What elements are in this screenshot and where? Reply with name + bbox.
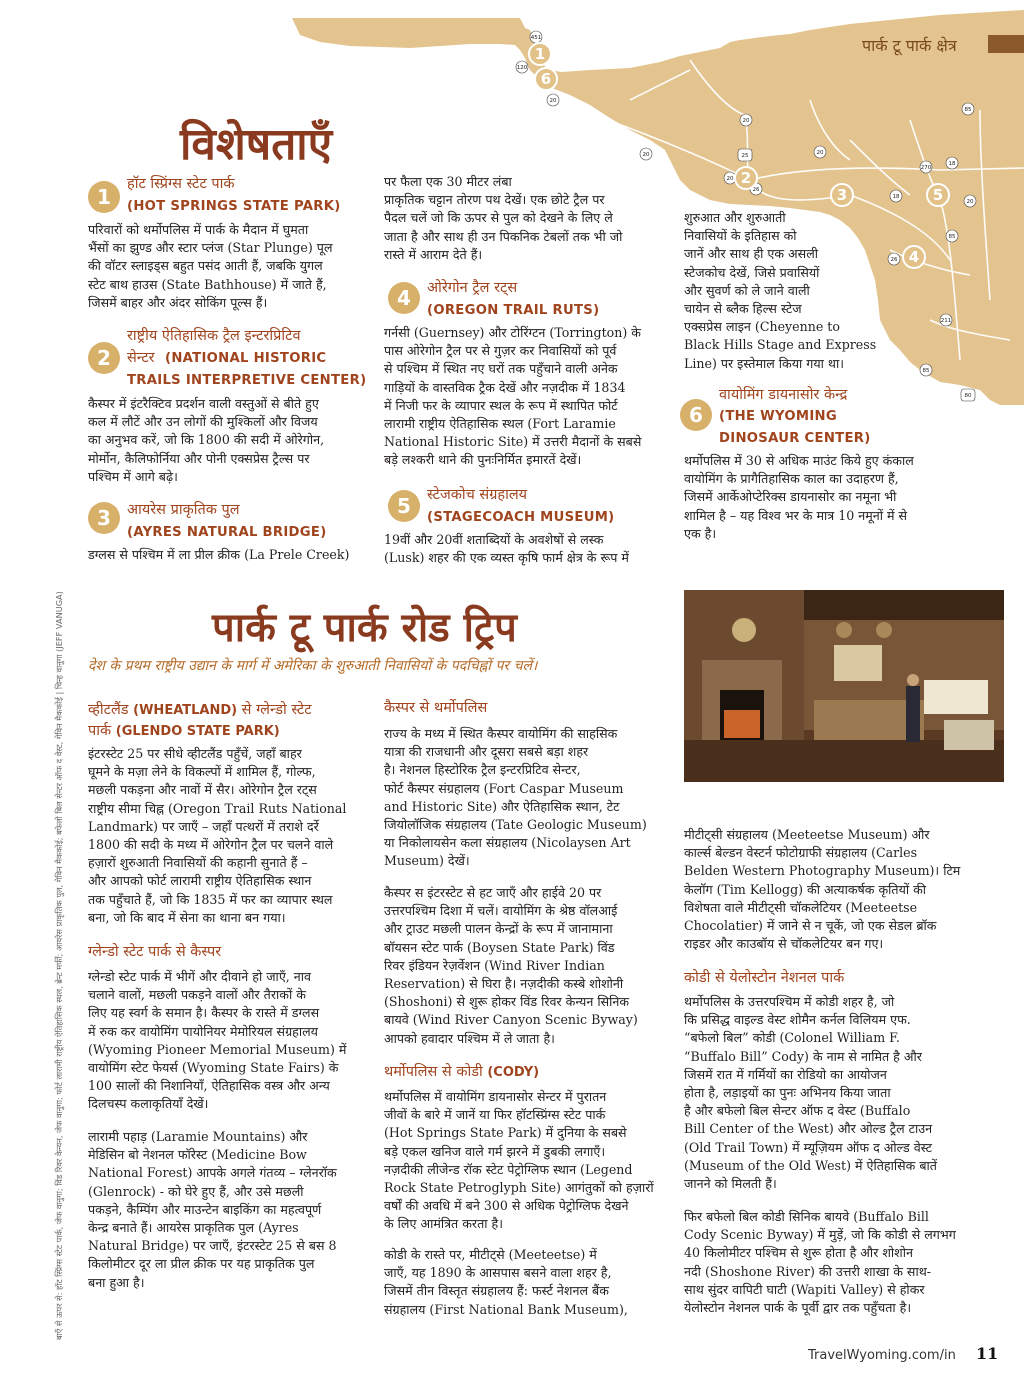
svg-text:80: 80 xyxy=(964,393,972,399)
svg-text:20: 20 xyxy=(549,98,557,104)
feature-4-badge: 4 xyxy=(388,282,420,314)
museum-photo-graphic xyxy=(684,590,1004,782)
sec4-text-c: मीटीट्सी संग्रहालय (Meeteetse Museum) और कार्ल्स बेल्डन वेस्टर्न फोटोग्राफी संग्रहालय (Carles Belden Western Photography Museum)। टिम केलॉग (Tim Kellogg) की अत्याकर्षक कृतियों की विशेषता वाले मीटीट्सी चॉकलेटियर (Meeteetse Chocolatier) में जाने से न चूकें, जो एक सेडल ब्रॉक राइडर और काउबॉय से चॉकलेटियर बन गए। xyxy=(684,827,961,952)
road-trip-title: पार्क टू पार्क रोड ट्रिप xyxy=(212,604,517,651)
feature-6-title-hi: वायोमिंग डायनासोर केन्द्र xyxy=(719,387,848,403)
feature-1-badge: 1 xyxy=(88,181,120,213)
features-title: विशेषताएँ xyxy=(180,119,333,170)
svg-text:20: 20 xyxy=(966,199,974,205)
feature-6-badge: 6 xyxy=(680,399,712,431)
feature-2-title-en-1: (NATIONAL HISTORIC xyxy=(165,351,327,366)
feature-6-title-en-1: (THE WYOMING xyxy=(719,409,837,424)
svg-text:85: 85 xyxy=(922,368,930,374)
feature-3-text: डग्लस से पश्चिम में ला प्रील क्रीक (La Prele Creek) xyxy=(88,547,350,562)
footer-url[interactable]: TravelWyoming.com/in xyxy=(808,1348,956,1363)
feature-4-title-hi: ओरेगोन ट्रैल रट्स xyxy=(427,280,518,296)
svg-text:2: 2 xyxy=(740,169,752,187)
photo-credit: बाएँ से ऊपर से: हॉट स्प्रिंग्स स्टेट पार्क, जेफ वानुगा; विंड रिवर केन्यन, जेफ वानुगा; फोर्ट लारामी राष्ट्रीय ऐतिहासिक स्थल, ब्रेन्ट मर्फी; आयरेस प्राकृतिक पुल, गेविन मैककोई; बफेलो बिल सेन्टर ऑफ द वेस्ट, गेविन मैककोई | चिन्ह वानुगा (JEFF VANUGA) xyxy=(54,591,64,1340)
feature-6-text: थर्मोपलिस में 30 से अधिक माउंट किये हुए कंकाल वायोमिंग के प्रागैतिहासिक काल का उदाहरण हैं, जिसमें आर्केओप्टेरिक्स डायनासोर का नमूना भी शामिल है – यह विश्व भर के मात्र 10 नमूनों में से एक है। xyxy=(684,453,914,541)
sec1-heading: व्हीटलैंड (WHEATLAND) से ग्लेन्डो स्टेट पार्क (GLENDO STATE PARK) xyxy=(88,702,312,739)
feature-1-text: परिवारों को थर्मोपलिस में पार्क के मैदान में घुमता भैंसों का झुण्ड और स्टार प्लंज (Star Plunge) पूल की वॉटर स्लाइड्स बहुत पसंद आती हैं, जबकि युगल स्टेट बाथ हाउस (State Bathhouse) में जाते हैं, जिसमें बाहर और अंदर सोकिंग पूल्स हैं। xyxy=(88,222,333,310)
svg-text:120: 120 xyxy=(516,65,528,71)
sec1-text: इंटरस्टेट 25 पर सीधे व्हीटलैंड पहुँचें, जहाँ बाहर घूमने के मज़ा लेने के विकल्पों में शामिल हैं, गोल्फ, मछली पकड़ना और नावों में सैर। ओरेगोन ट्रैल रट्स राष्ट्रीय सीमा चिह्न (Oregon Trail Ruts National Landmark) पर जाएँ – जहाँ पत्थरों में तराशे दर्रे 1800 की सदी के मध्य में ओरेगोन ट्रैल पर चलने वाले हज़ारों शुरुआती निवासियों की कहानी सुनाते हैं – और आपको फोर्ट लारामी राष्ट्रीय ऐतिहासिक स्थान तक पहुँचाते हैं, जो कि 1835 में फर का व्यापार स्थल बना, जो कि बाद में सेना का थाना बन गया। xyxy=(88,746,347,925)
svg-text:4: 4 xyxy=(908,248,920,266)
feature-3-title-hi: आयरेस प्राकृतिक पुल xyxy=(127,502,240,518)
svg-text:211: 211 xyxy=(940,318,952,324)
feature-4-text: गर्नसी (Guernsey) और टोरिंग्टन (Torrington) के पास ओरेगोन ट्रैल पर से गुज़र कर निवासियों को पूर्व से पश्चिम में स्थित नए घरों तक पहुँचाने वाली अनेक गाड़ियों के वास्तविक ट्रैक देखें और नज़दीक में 1834 में निजी फर के व्यापार स्थल के रूप में स्थापित फोर्ट लारामी राष्ट्रीय ऐतिहासिक स्थल (Fort Laramie National Historic Site) में उत्तरी मैदानों के सबसे बड़े लश्करी थाने की पुनःनिर्मित इमारतें देखें। xyxy=(384,325,642,468)
svg-text:18: 18 xyxy=(948,161,956,167)
sec2-text-b: लारामी पहाड़ (Laramie Mountains) और मेडिसिन बो नेशनल फॉरेस्ट (Medicine Bow National Forest) आपके अगले गंतव्य – ग्लेनरॉक (Glenrock) - को घेरे हुए हैं, और उसे मछली पकड़ने, कैम्पिंग और माउन्टेन बाइकिंग का महत्वपूर्ण केन्द्र बनाते हैं। आयरेस प्राकृतिक पुल (Ayres Natural Bridge) पर जाएँ, इंटरस्टेट 25 से बस 8 किलोमीटर दूर ला प्रील क्रीक पर यह प्राकृतिक पुल बना हुआ है। xyxy=(88,1129,337,1290)
svg-text:85: 85 xyxy=(948,234,956,240)
feature-5-title-en: (STAGECOACH MUSEUM) xyxy=(427,510,615,525)
feature-2-title-en-2: TRAILS INTERPRETIVE CENTER) xyxy=(127,373,367,388)
sec4-text: थर्मोपलिस में वायोमिंग डायनासोर सेन्टर में पुरातन जीवों के बारे में जानें या फिर हॉटस्प्रिंग्स स्टेट पार्क (Hot Springs State Park) में दुनिया के सबसे बड़े एकल खनिज वाले गर्म झरने में डुबकी लगाएँ। नज़दीकी लीजेन्ड रॉक स्टेट पेट्रोग्लिफ स्थान (Legend Rock State Petroglyph Site) आगंतुकों को हज़ारों वर्षों की अवधि में बने 300 से अधिक पेट्रोग्लिफ देखने के लिए आमंत्रित करता है। xyxy=(384,1089,654,1232)
sec5-heading: कोडी से येलोस्टोन नेशनल पार्क xyxy=(684,970,845,986)
sec5-text: थर्मोपलिस के उत्तरपश्चिम में कोडी शहर है, जो कि प्रसिद्ध वाइल्ड वेस्ट शोमैन कर्नल विलियम एफ. “बफेलो बिल” कोडी (Colonel William F. “Buffalo Bill” Cody) के नाम से नामित है और जिसमें रात में गर्मियों का रोडियो का आयोजन होता है, लड़ाइयों का पुनः अभिनय किया जाता है और बफेलो बिल सेन्टर ऑफ द वेस्ट (Buffalo Bill Center of the West) और ओल्ड ट्रैल टाउन (Old Trail Town) में म्यूज़ियम ऑफ द ओल्ड वेस्ट (Museum of the Old West) में ऐतिहासिक बातें जानने को मिलती हैं। xyxy=(684,994,937,1192)
feature-1-title-hi: हॉट स्प्रिंग्स स्टेट पार्क xyxy=(127,176,235,192)
page-number: 11 xyxy=(976,1344,999,1363)
svg-text:20: 20 xyxy=(726,176,734,182)
sec3-text: राज्य के मध्य में स्थित कैस्पर वायोमिंग की साहसिक यात्रा की राजधानी और दूसरा सबसे बड़ा शहर है। नेशनल हिस्टोरिक ट्रैल इन्टरप्रिटिव सेन्टर, फोर्ट कैस्पर संग्रहालय (Fort Caspar Museum and Historic Site) और ऐतिहासिक स्थान, टेट जियोलॉजिक संग्रहालय (Tate Geologic Museum) या निकोलायसेन कला संग्रहालय (Nicolaysen Art Museum) देखें। xyxy=(384,726,647,869)
svg-text:26: 26 xyxy=(890,257,898,263)
svg-text:5: 5 xyxy=(932,186,944,204)
sec2-text: ग्लेन्डो स्टेट पार्क में भीगें और दीवाने हो जाएँ, नाव चलाने वालों, मछली पकड़ने वालों और तैराकों के लिए यह स्वर्ग के समान है। कैस्पर के रास्ते में डग्लस में रुक कर वायोमिंग पायोनियर मेमोरियल संग्रहालय (Wyoming Pioneer Memorial Museum) में वायोमिंग स्टेट फेयर्स (Wyoming State Fairs) के 100 सालों की निशानियाँ, ऐतिहासिक वस्त्र और अन्य दिलचस्प कलाकृतियाँ देखें। xyxy=(88,969,347,1112)
section-tag-bar xyxy=(988,35,1024,53)
feature-1-title-en: (HOT SPRINGS STATE PARK) xyxy=(127,199,341,214)
museum-photo xyxy=(684,590,1004,782)
sec4-text-b: कोडी के रास्ते पर, मीटीट्से (Meeteetse) में जाएँ, यह 1890 के आसपास बसने वाला शहर है, जिसमें तीन विस्तृत संग्रहालय हैं: फर्स्ट नेशनल बैंक संग्रहालय (First National Bank Museum), xyxy=(384,1247,628,1317)
feature-3-badge: 3 xyxy=(88,502,120,534)
feature-2-title-hi-2: सेन्टर xyxy=(127,350,155,366)
feature-3-text-cont: पर फैला एक 30 मीटर लंबा प्राकृतिक चट्टान तोरण पथ देखें। एक छोटे ट्रैल पर पैदल चलें जो कि ऊपर से पुल को देखने के लिए ले जाता है और साथ ही उन पिकनिक टेबलों तक भी जो रास्ते में आराम देते हैं। xyxy=(384,174,623,262)
feature-3-title-en: (AYRES NATURAL BRIDGE) xyxy=(127,525,327,540)
svg-text:18: 18 xyxy=(892,194,900,200)
feature-6-title-en-2: DINOSAUR CENTER) xyxy=(719,431,871,446)
feature-5-text-cont: शुरुआत और शुरुआती निवासियों के इतिहास को जानें और साथ ही एक असली स्टेजकोच देखें, जिसे प्रवासियों और सुवर्ण को ले जाने वाली चायेन से ब्लैक हिल्स स्टेज एक्सप्रेस लाइन (Cheyenne to Black Hills Stage and Express Line) पर इस्तेमाल किया गया था। xyxy=(684,210,877,371)
section-tag: पार्क टू पार्क क्षेत्र xyxy=(862,36,957,55)
feature-4-title-en: (OREGON TRAIL RUTS) xyxy=(427,303,600,318)
svg-text:270: 270 xyxy=(920,165,932,171)
svg-text:6: 6 xyxy=(540,70,552,88)
sec2-heading: ग्लेन्डो स्टेट पार्क से कैस्पर xyxy=(88,944,222,960)
sec5-text-b: फिर बफेलो बिल कोडी सिनिक बायवे (Buffalo Bill Cody Scenic Byway) में मुड़ें, जो कि कोडी से लगभग 40 किलोमीटर पश्चिम से शुरू होता है और शोशोन नदी (Shoshone River) की उत्तरी शाखा के साथ- साथ सुंदर वापिटी घाटी (Wapiti Valley) से होकर येलोस्टोन नेशनल पार्क के पूर्वी द्वार तक पहुँचता है। xyxy=(684,1209,956,1316)
sec3-heading: कैस्पर से थर्मोपलिस xyxy=(384,700,488,716)
feature-5-title-hi: स्टेजकोच संग्रहालय xyxy=(427,487,528,503)
road-trip-subtitle: देश के प्रथम राष्ट्रीय उद्यान के मार्ग में अमेरिका के शुरुआती निवासियों के पदचिह्नों पर चलें। xyxy=(88,658,538,674)
svg-text:20: 20 xyxy=(642,152,650,158)
svg-text:25: 25 xyxy=(741,153,749,159)
svg-text:20: 20 xyxy=(742,118,750,124)
svg-text:3: 3 xyxy=(836,186,848,204)
feature-2-text: कैस्पर में इंटरैक्टिव प्रदर्शन वाली वस्तुओं से बीते हुए कल में लौटें और उन लोगों की मुश्किलों और विजय का अनुभव करें, जो कि 1800 की सदी में ओरेगोन, मोर्मोन, कैलिफोर्निया और पोनी एक्सप्रेस ट्रैल्स पर पश्चिम में आगे बढ़े। xyxy=(88,396,325,484)
sec4-heading: थर्मोपलिस से कोडी (CODY) xyxy=(384,1064,540,1080)
feature-2-title-hi-1: राष्ट्रीय ऐतिहासिक ट्रैल इन्टरप्रिटिव xyxy=(127,328,301,344)
svg-text:26: 26 xyxy=(752,187,760,193)
feature-2-badge: 2 xyxy=(88,342,120,374)
feature-5-text: 19वीं और 20वीं शताब्दियों के अवशेषों से लस्क (Lusk) शहर की एक व्यस्त कृषि फार्म क्षेत्र के रूप में xyxy=(384,532,629,566)
svg-text:85: 85 xyxy=(964,107,972,113)
feature-5-badge: 5 xyxy=(388,490,420,522)
svg-text:1: 1 xyxy=(534,45,546,63)
svg-text:20: 20 xyxy=(816,150,824,156)
sec3-text-b: कैस्पर स इंटरस्टेट से हट जाएँ और हाईवे 20 पर उत्तरपश्चिम दिशा में चलें। वायोमिंग के श्रेष्ठ वॉलआई और ट्राउट मछली पालन केन्द्रों के रूप में जानामाना बॉयसन स्टेट पार्क (Boysen State Park) विंड रिवर इंडियन रेज़र्वेशन (Wind River Indian Reservation) से घिरा है। नज़दीकी कस्बे शोशोनी (Shoshoni) से शुरू होकर विंड रिवर केन्यन सिनिक बायवे (Wind River Canyon Scenic Byway) आपको हवादार पश्चिम में ले जाता है। xyxy=(384,885,638,1046)
svg-text:451: 451 xyxy=(530,35,542,41)
